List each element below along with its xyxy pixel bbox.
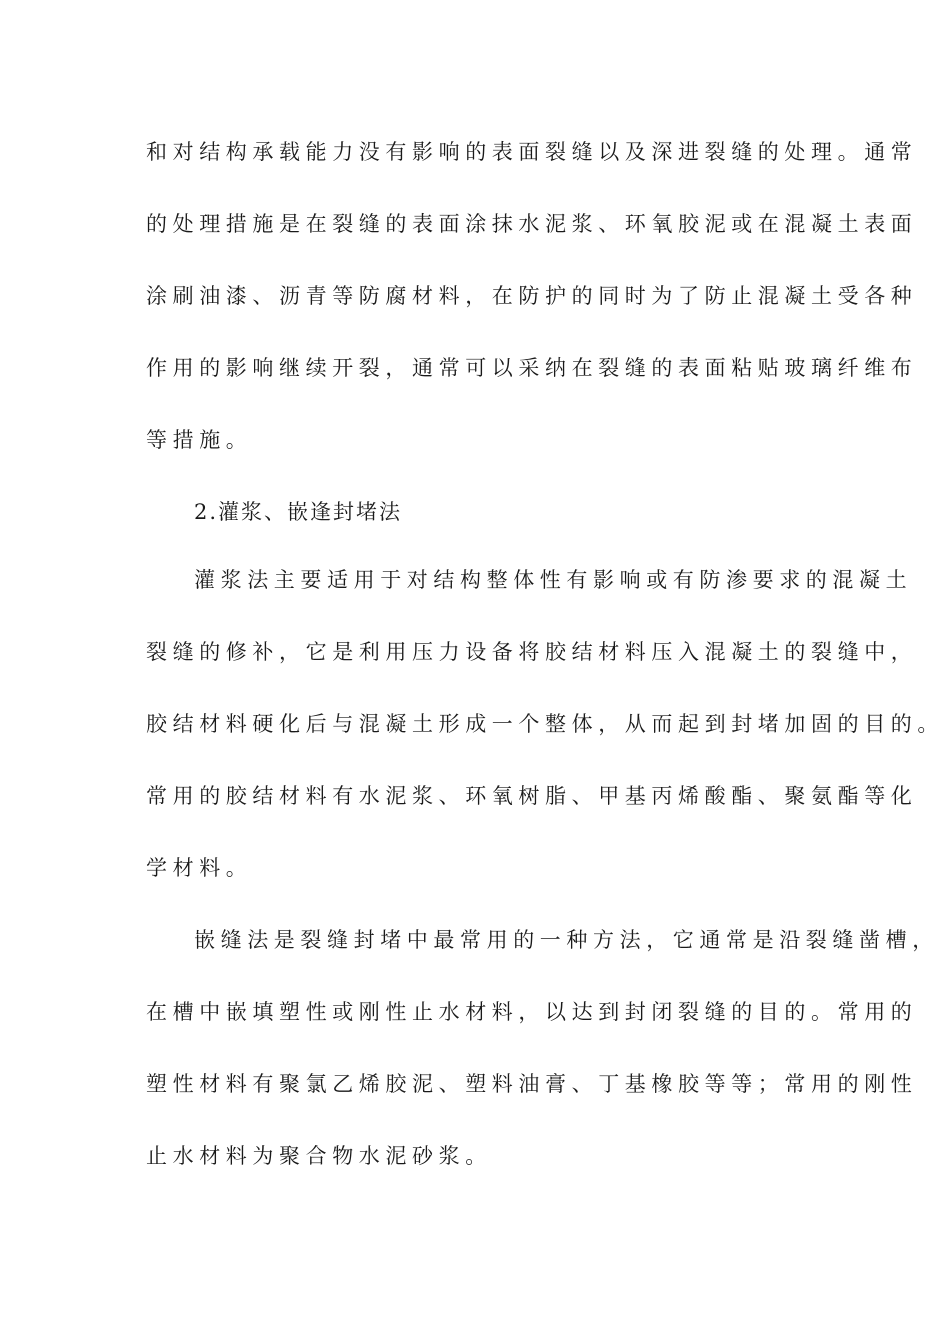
paragraph-line: 学材料。: [146, 856, 253, 880]
paragraph-line: 涂刷油漆、沥青等防腐材料，在防护的同时为了防止混凝土受各种: [146, 284, 918, 308]
paragraph-line: 嵌缝法是裂缝封堵中最常用的一种方法，它通常是沿裂缝凿槽，: [194, 928, 939, 952]
paragraph-line: 等措施。: [146, 428, 253, 452]
section-heading: 2.灌浆、嵌逢封堵法: [194, 500, 403, 524]
paragraph-line: 灌浆法主要适用于对结构整体性有影响或有防渗要求的混凝土: [194, 568, 913, 592]
paragraph-line: 裂缝的修补，它是利用压力设备将胶结材料压入混凝土的裂缝中，: [146, 640, 918, 664]
paragraph-line: 塑性材料有聚氯乙烯胶泥、塑料油膏、丁基橡胶等等；常用的刚性: [146, 1072, 918, 1096]
paragraph-line: 常用的胶结材料有水泥浆、环氧树脂、甲基丙烯酸酯、聚氨酯等化: [146, 784, 918, 808]
paragraph-line: 止水材料为聚合物水泥砂浆。: [146, 1144, 492, 1168]
paragraph-line: 和对结构承载能力没有影响的表面裂缝以及深进裂缝的处理。通常: [146, 140, 918, 164]
paragraph-line: 的处理措施是在裂缝的表面涂抹水泥浆、环氧胶泥或在混凝土表面: [146, 212, 918, 236]
paragraph-line: 作用的影响继续开裂，通常可以采纳在裂缝的表面粘贴玻璃纤维布: [146, 356, 918, 380]
paragraph-line: 在槽中嵌填塑性或刚性止水材料，以达到封闭裂缝的目的。常用的: [146, 1000, 918, 1024]
paragraph-line: 胶结材料硬化后与混凝土形成一个整体，从而起到封堵加固的目的。: [146, 712, 944, 736]
